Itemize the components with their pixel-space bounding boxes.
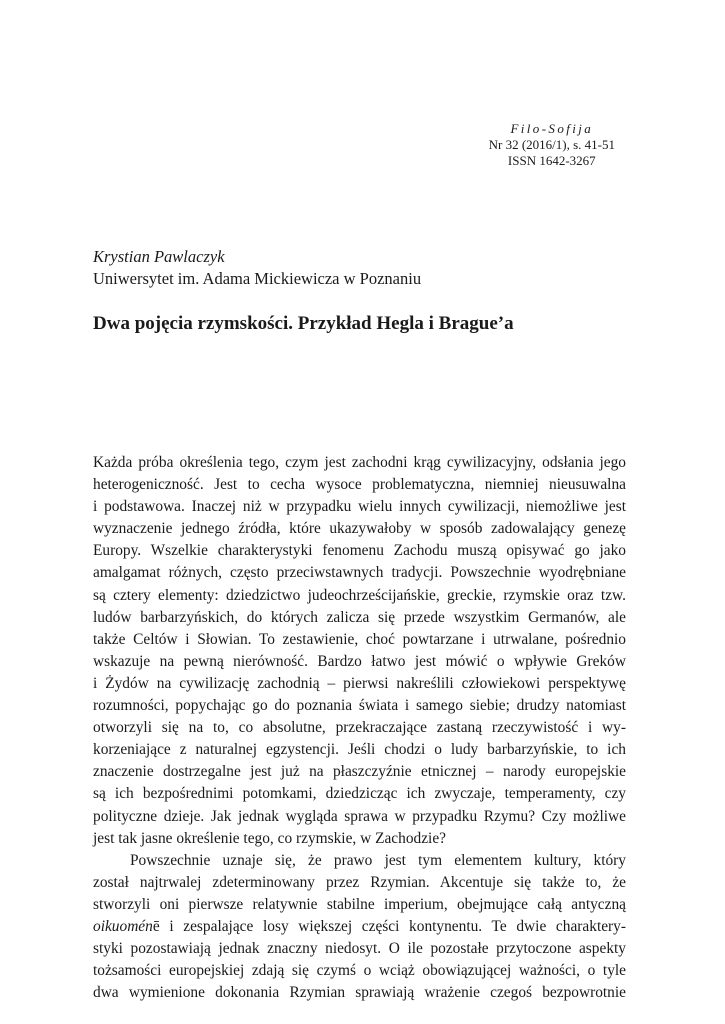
- text-line: korzeniające z naturalnej egzystencji. Jeśli chodzi o ludy barbarzyńskie, to ich: [93, 741, 626, 759]
- text-line: otworzyli się na to, co absolutne, przekraczające zastaną rzeczywistość i wy-: [93, 719, 626, 737]
- text-line: także Celtów i Słowian. To zestawienie, choć powtarzane i utrwalane, pośrednio: [93, 630, 626, 648]
- article-body: [93, 452, 626, 1004]
- italic-term: oikuomén: [93, 917, 153, 935]
- paragraph-2: [93, 850, 626, 1005]
- article-title: Dwa pojęcia rzymskości. Przykład Hegla i Brague’a: [93, 313, 514, 334]
- author-name: Krystian Pawlaczyk: [93, 247, 225, 266]
- text-line: tożsamości europejskiej zdają się czymś o wciąż obowiązującej ważności, o tyle: [93, 962, 626, 980]
- text-line: stworzyli oni pierwsze relatywnie stabilne imperium, obejmujące całą antyczną: [93, 895, 626, 913]
- text-line: są ich bezpośrednimi potomkami, dziedzicząc ich zwyczaje, temperamenty, czy: [93, 785, 626, 803]
- text-line: i Żydów na cywilizację zachodnią – pierwsi nakreślili człowiekowi perspektywę: [93, 674, 626, 692]
- text-fragment: ē i zespalające losy większej części kontynentu. Te dwie charaktery-: [152, 917, 626, 935]
- author-affiliation: Uniwersytet im. Adama Mickiewicza w Poznaniu: [93, 269, 422, 288]
- journal-issn: ISSN 1642-3267: [507, 153, 596, 168]
- text-line: Każda próba określenia tego, czym jest zachodni krąg cywilizacyjny, odsłania jego: [93, 454, 626, 471]
- text-line: znaczenie dostrzegalne jest już na płaszczyźnie etnicznej – narody europejskie: [93, 763, 626, 781]
- journal-header: [489, 121, 615, 169]
- text-line: ludów barbarzyńskich, do których zalicza się przede wszystkim Germanów, ale: [93, 608, 626, 626]
- text-line: i podstawowa. Inaczej niż w przypadku wielu innych cywilizacji, niemożliwe jest: [93, 498, 626, 516]
- text-line: heterogeniczność. Jest to cecha wysoce problematyczna, niemniej nieusuwalna: [93, 476, 626, 494]
- text-line: wyznaczenie jednego źródła, które ukazywałoby w sposób zadowalający genezę: [93, 520, 626, 538]
- text-line: polityczne dzieje. Jak jednak wygląda sprawa w przypadku Rzymu? Czy możliwe: [93, 807, 626, 825]
- text-line: jest tak jasne określenie tego, co rzymskie, w Zachodzie?: [93, 829, 446, 847]
- text-line: styki pozostawiają jednak znaczny niedosyt. O ile pozostałe przytoczone aspekty: [93, 940, 626, 958]
- text-line: rozumności, popychając go do poznania świata i samego siebie; drudzy natomiast: [93, 697, 626, 715]
- text-line: są cztery elementy: dziedzictwo judeochrześcijańskie, greckie, rzymskie oraz tzw.: [93, 586, 626, 604]
- text-line: Europy. Wszelkie charakterystyki fenomenu Zachodu muszą opisywać go jako: [93, 542, 626, 560]
- paragraph-1: [93, 452, 626, 850]
- text-line: [93, 916, 626, 938]
- text-line: Powszechnie uznaje się, że prawo jest tym elementem kultury, który: [130, 851, 626, 869]
- journal-issue: Nr 32 (2016/1), s. 41-51: [488, 137, 615, 152]
- text-line: został najtrwalej zdeterminowany przez Rzymian. Akcentuje się także to, że: [93, 873, 626, 891]
- text-line: amalgamat różnych, często przeciwstawnych tradycji. Powszechnie wyodrębniane: [93, 564, 626, 582]
- text-line: dwa wymienione dokonania Rzymian sprawiają wrażenie czegoś bezpowrotnie: [93, 984, 626, 1002]
- text-line: wskazuje na pewną nierówność. Bardzo łatwo jest mówić o wpływie Greków: [93, 652, 626, 670]
- journal-name: Filo-Sofija: [510, 121, 594, 136]
- author-block: [93, 246, 421, 290]
